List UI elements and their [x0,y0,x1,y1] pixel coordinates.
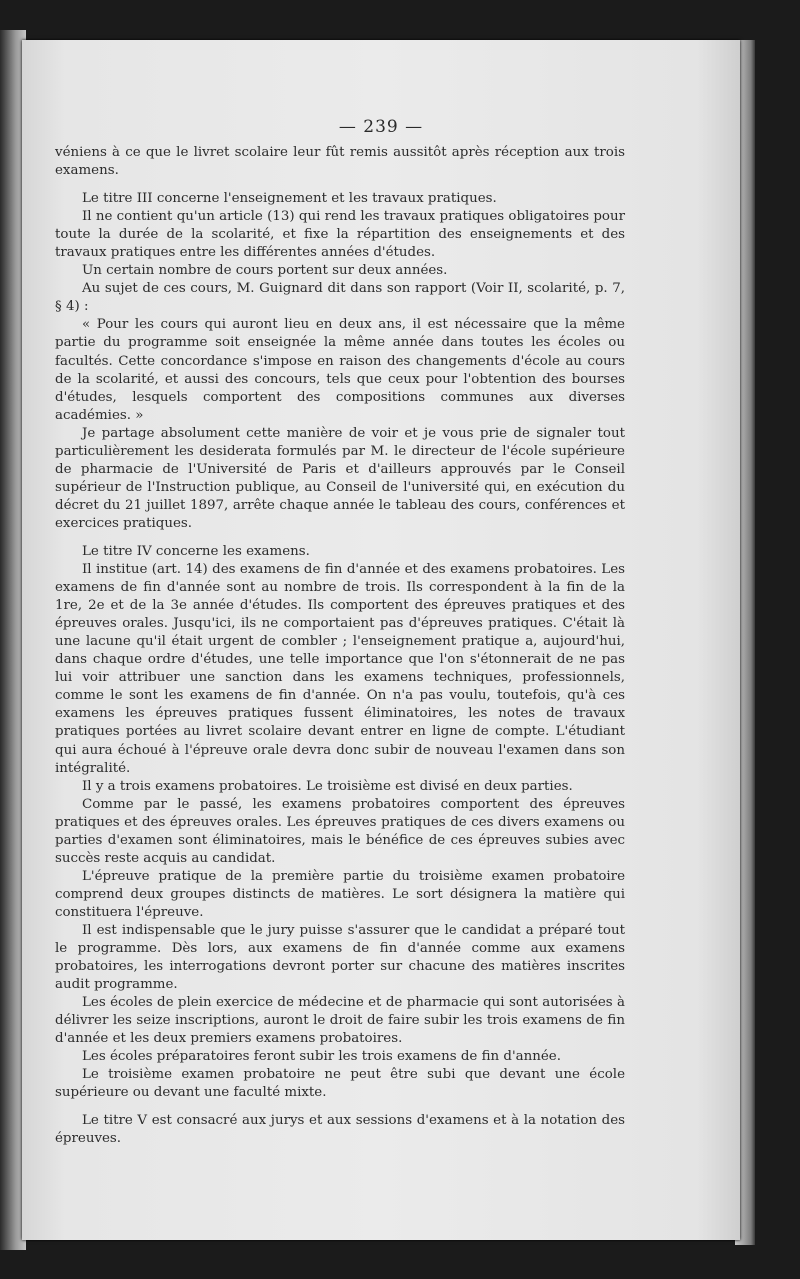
paragraph: Un certain nombre de cours portent sur deux années. [82,263,448,279]
document-page [22,40,740,1240]
paragraph: Il y a trois examens probatoires. Le troisième est divisé en deux parties. [82,778,573,794]
body-text [55,144,625,1149]
page-number: — 239 — [338,117,424,137]
paragraph: Il institue (art. 14) des examens de fin d'année et des examens probatoires. Les examens de fin d'année sont au nombre de trois. Ils correspondent à la fin de la 1re, 2e et de la 3e année d'études. Ils comportent des épreuves pratiques et des épreuves orales. Jusqu'ici, ils ne comportaient pas d'épreuves pratiques. C'était là une lacune qu'il était urgent de combler ; l'enseignement pratique a, aujourd'hui, dans chaque ordre d'études, une telle importance que l'on s'étonnerait de ne pas lui voir attribuer une sanction dans les examens techniques, professionnels, comme le sont les examens de fin d'année. On n'a pas voulu, toutefois, qu'à ces examens les épreuves pratiques fussent éliminatoires, les notes de travaux pratiques portées au livret scolaire devant entrer en ligne de compte. L'étudiant qui aura échoué à l'épreuve orale devra donc subir de nouveau l'examen dans son intégralité. [55,562,625,776]
paragraph: Les écoles de plein exercice de médecine et de pharmacie qui sont autorisées à délivrer les seize inscriptions, auront le droit de faire subir les trois examens de fin d'année et les deux premiers examens probatoires. [55,995,625,1047]
paragraph: véniens à ce que le livret scolaire leur fût remis aussitôt après réception aux trois examens. [55,145,625,179]
paragraph: Il ne contient qu'un article (13) qui rend les travaux pratiques obligatoires pour toute la durée de la scolarité, et fixe la répartition des enseignements et des travaux pratiques entre les différentes années d'études. [55,209,625,261]
paragraph: L'épreuve pratique de la première partie du troisième examen probatoire comprend deux groupes distincts de matières. Le sort désignera la matière qui constituera l'épreuve. [55,868,625,920]
paragraph: Je partage absolument cette manière de voir et je vous prie de signaler tout particulièrement les desiderata formulés par M. le directeur de l'école supérieure de pharmacie de l'Université de Paris et d'ailleurs approuvés par le Conseil supérieur de l'Instruction publique, au Conseil de l'université qui, en exécution du décret du 21 juillet 1897, arrête chaque année le tableau des cours, conférences et exercices pratiques. [55,425,625,531]
paragraph: Au sujet de ces cours, M. Guignard dit dans son rapport (Voir II, scolarité, p. 7, § 4) : [55,281,625,315]
paragraph: Le titre V est consacré aux jurys et aux sessions d'examens et à la notation des épreuves. [55,1113,625,1147]
paragraph: Le troisième examen probatoire ne peut être subi que devant une école supérieure ou devant une faculté mixte. [55,1067,625,1101]
paragraph: Il est indispensable que le jury puisse s'assurer que le candidat a préparé tout le programme. Dès lors, aux examens de fin d'année comme aux examens probatoires, les interrogations devront porter sur chacune des matières inscrites audit programme. [55,922,625,993]
paragraph: Le titre IV concerne les examens. [82,543,310,559]
paragraph: Le titre III concerne l'enseignement et les travaux pratiques. [82,191,497,207]
paragraph: Les écoles préparatoires feront subir les trois examens de fin d'année. [82,1049,561,1065]
paragraph: « Pour les cours qui auront lieu en deux ans, il est nécessaire que la même partie du programme soit enseignée la même année dans toutes les écoles ou facultés. Cette concordance s'impose en raison des changements d'école au cours de la scolarité, et aussi des concours, tels que ceux pour l'obtention des bourses d'études, lesquels comportent des compositions communes aux diverses académies. » [55,317,625,423]
paragraph: Comme par le passé, les examens probatoires comportent des épreuves pratiques et des épreuves orales. Les épreuves pratiques de ces divers examens ou parties d'examen sont éliminatoires, mais le bénéfice de ces épreuves subies avec succès reste acquis au candidat. [55,796,625,866]
